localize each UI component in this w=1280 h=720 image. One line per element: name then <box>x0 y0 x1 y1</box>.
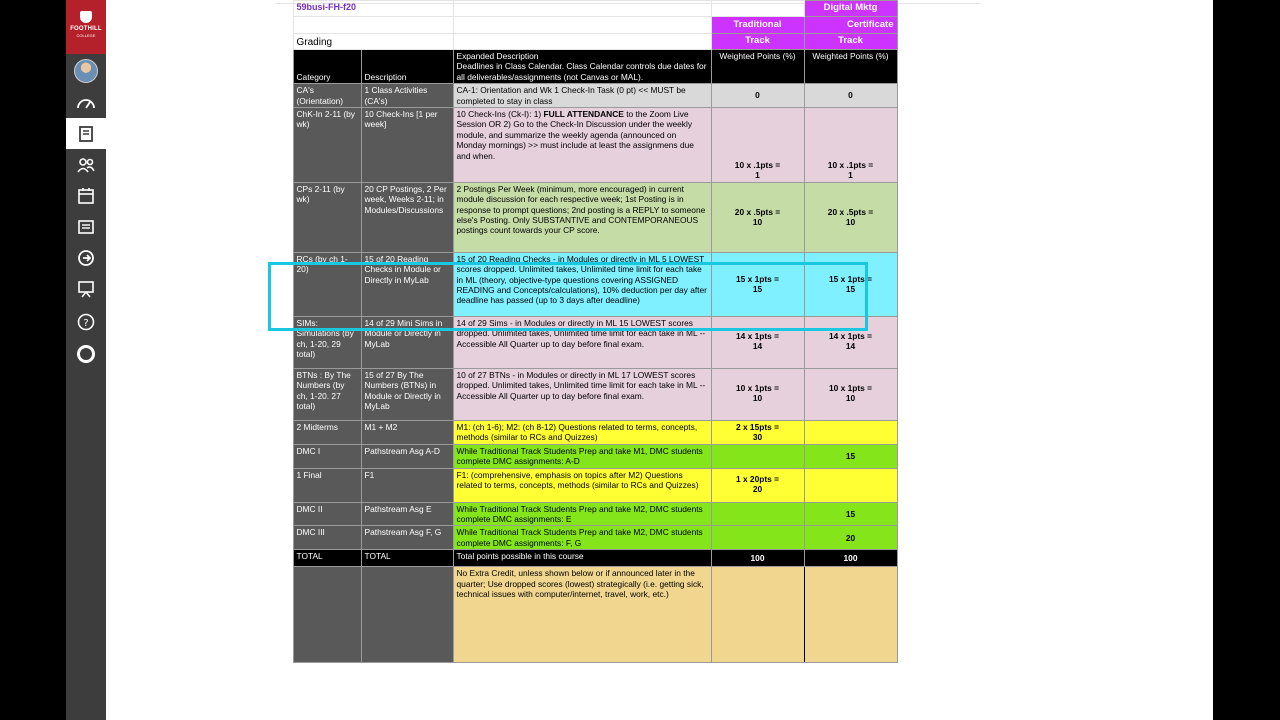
expanded-cell: No Extra Credit, unless shown below or if announced later in the quarter; Use dropped scores (lowest) strategically (i.e. getting sick, technical issues with computer/internet, travel, work, etc.) <box>453 567 711 663</box>
cert-points-cell <box>804 420 897 444</box>
book-icon <box>76 124 96 144</box>
sheet-title: 59busi-FH-f20 <box>293 1 453 17</box>
table-row-total <box>275 550 979 567</box>
cert-points-cell: 15 <box>804 502 897 526</box>
trad-points-cell: 2 x 15pts = 30 <box>711 420 804 444</box>
description-cell: 15 of 20 Reading Checks in Module or Directly in MyLab <box>361 252 453 316</box>
shield-icon <box>80 11 92 23</box>
cert-points-cell: 20 <box>804 526 897 550</box>
avatar <box>74 59 98 83</box>
category-cell: ChK-In 2-11 (by wk) <box>293 108 361 183</box>
video-letterbox-left <box>0 0 66 720</box>
trad-points-cell: 1 x 20pts = 20 <box>711 468 804 502</box>
trad-points-cell <box>711 567 804 663</box>
nav-calendar[interactable] <box>66 180 106 211</box>
description-cell: Pathstream Asg F, G <box>361 526 453 550</box>
table-row-highlighted <box>275 252 979 316</box>
table-row <box>275 468 979 502</box>
grading-label: Grading <box>293 34 453 50</box>
trad-points-cell <box>711 502 804 526</box>
table-row <box>275 316 979 368</box>
calendar-icon <box>76 186 96 206</box>
category-cell: DMC I <box>293 444 361 468</box>
description-cell: M1 + M2 <box>361 420 453 444</box>
category-cell: BTNs : By The Numbers (by ch, 1-20. 27 total) <box>293 368 361 420</box>
category-header: Category <box>293 50 361 84</box>
description-cell: Pathstream Asg E <box>361 502 453 526</box>
lifebuoy-icon <box>76 344 96 364</box>
weighted-points-header-trad: Weighted Points (%) <box>711 50 804 84</box>
trad-points-cell: 20 x .5pts = 10 <box>711 182 804 252</box>
cert-points-total: 100 <box>804 550 897 567</box>
description-header: Description <box>361 50 453 84</box>
table-row <box>275 420 979 444</box>
category-cell: 1 Final <box>293 468 361 502</box>
logo-subtext: COLLEGE <box>76 33 96 38</box>
nav-account[interactable] <box>66 55 106 86</box>
video-letterbox-right <box>1213 0 1280 720</box>
expanded-cell: Total points possible in this course <box>453 550 711 567</box>
traditional-header: Traditional <box>711 17 804 34</box>
category-cell: DMC II <box>293 502 361 526</box>
nav-help[interactable] <box>66 306 106 337</box>
table-row <box>275 182 979 252</box>
expanded-cell: CA-1: Orientation and Wk 1 Check-In Task (0 pt) << MUST be completed to stay in class <box>453 84 711 108</box>
cert-points-cell: 20 x .5pts = 10 <box>804 182 897 252</box>
table-row-notes <box>275 567 979 663</box>
table-row <box>275 84 979 108</box>
description-cell: 20 CP Postings, 2 Per week, Weeks 2-11; in Modules/Discussions <box>361 182 453 252</box>
category-cell: TOTAL <box>293 550 361 567</box>
speedometer-icon <box>76 94 96 114</box>
cert-points-cell: 10 x .1pts = 1 <box>804 108 897 183</box>
expanded-cell: 10 of 27 BTNs - in Modules or directly in ML 17 LOWEST scores dropped. Unlimited takes, Unlimited time limit for each take in ML -- Accessible All Quarter up to day before final exam. <box>453 368 711 420</box>
nav-tour[interactable] <box>66 338 106 369</box>
expanded-cell: While Traditional Track Students Prep and take M2, DMC students complete DMC assignments: F, G <box>453 526 711 550</box>
cert-points-cell: 14 x 1pts = 14 <box>804 316 897 368</box>
cert-points-cell <box>804 468 897 502</box>
expanded-cell: While Traditional Track Students Prep and take M1, DMC students complete DMC assignments: A-D <box>453 444 711 468</box>
category-cell <box>293 567 361 663</box>
category-cell: SIMs: Simulations (by ch, 1-20, 29 total) <box>293 316 361 368</box>
category-cell: CPs 2-11 (by wk) <box>293 182 361 252</box>
nav-courses[interactable] <box>66 118 106 149</box>
certificate-header: Certificate <box>804 17 897 34</box>
expanded-cell: 2 Postings Per Week (minimum, more encouraged) in current module discussion for each respective week; 1st Posting is in response to prompt questions; 2nd posting is a REPLY to someone else's Posting. Only SUBSTANTIVE and CONTEMPORANEOUS postings count towards your CP score. <box>453 182 711 252</box>
help-icon <box>76 312 96 332</box>
description-cell: Pathstream Asg A-D <box>361 444 453 468</box>
expanded-description-header: Expanded Description Deadlines in Class Calendar. Class Calendar controls due dates for all deliverables/assignments (not Canvas or MAL). <box>453 50 711 84</box>
expanded-cell: 15 of 20 Reading Checks - in Modules or directly in ML 5 LOWEST scores dropped. Unlimited takes, Unlimited time limit for each take in ML (theory, objective-type questions covering ASSIGNED READING and Concepts/calculations), 10% deduction per day after deadline has passed (up to 3 days after deadline) <box>453 252 711 316</box>
global-navigation <box>66 0 106 720</box>
expanded-cell: While Traditional Track Students Prep and take M2, DMC students complete DMC assignments: E <box>453 502 711 526</box>
expanded-cell: F1: (comprehensive, emphasis on topics after M2) Questions related to terms, concepts, methods (similar to RCs and Quizzes) <box>453 468 711 502</box>
expanded-cell: M1: (ch 1-6); M2: (ch 8-12) Questions related to terms, concepts, methods (similar to RCs and Quizzes) <box>453 420 711 444</box>
logo-text: FOOTHILL <box>70 26 102 32</box>
svg-text:?: ? <box>83 317 89 329</box>
category-cell: 2 Midterms <box>293 420 361 444</box>
table-row <box>275 108 979 183</box>
grading-spreadsheet <box>275 0 979 663</box>
trad-points-cell: 14 x 1pts = 14 <box>711 316 804 368</box>
trad-points-cell <box>711 444 804 468</box>
description-cell: 15 of 27 By The Numbers (BTNs) in Module or Directly in MyLab <box>361 368 453 420</box>
nav-commons[interactable] <box>66 242 106 273</box>
table-row <box>275 368 979 420</box>
cert-points-cell: 15 x 1pts = 15 <box>804 252 897 316</box>
certificate-track-header: Track <box>804 34 897 50</box>
weighted-points-header-cert: Weighted Points (%) <box>804 50 897 84</box>
category-cell: DMC III <box>293 526 361 550</box>
table-row <box>275 444 979 468</box>
category-cell: RCs (by ch 1-20) <box>293 252 361 316</box>
category-cell: CA's (Orientation) <box>293 84 361 108</box>
college-logo[interactable] <box>66 0 106 54</box>
trad-points-cell <box>711 526 804 550</box>
table-row <box>275 526 979 550</box>
presentation-icon <box>76 279 96 299</box>
expanded-cell: 14 of 29 Sims - in Modules or directly in ML 15 LOWEST scores dropped. Unlimited takes, Unlimited time limit for each take in ML -- Accessible All Quarter up to day before final exam. <box>453 316 711 368</box>
share-arrow-icon <box>76 248 96 268</box>
description-cell <box>361 567 453 663</box>
expanded-cell: 10 Check-Ins (Ck-I): 1) FULL ATTENDANCE to the Zoom Live Session OR 2) Go to the Check-In Discussion under the weekly module, and summarize the weekly agenda (announced on Monday mornings) >> must include at least the assignmens due and when. <box>453 108 711 183</box>
nav-groups[interactable] <box>66 149 106 180</box>
trad-points-total: 100 <box>711 550 804 567</box>
description-cell: TOTAL <box>361 550 453 567</box>
trad-points-cell: 0 <box>711 84 804 108</box>
description-cell: 1 Class Activities (CA's) <box>361 84 453 108</box>
description-cell: 14 of 29 Mini Sims in Module or Directly in MyLab <box>361 316 453 368</box>
description-cell: F1 <box>361 468 453 502</box>
cert-points-cell <box>804 567 897 663</box>
trad-points-cell: 15 x 1pts = 15 <box>711 252 804 316</box>
nav-inbox[interactable] <box>66 211 106 242</box>
digital-mktg-header: Digital Mktg <box>804 1 897 17</box>
cert-points-cell: 15 <box>804 444 897 468</box>
traditional-track-header: Track <box>711 34 804 50</box>
table-row <box>275 502 979 526</box>
nav-studio[interactable] <box>66 273 106 304</box>
cert-points-cell: 0 <box>804 84 897 108</box>
cert-points-cell: 10 x 1pts = 10 <box>804 368 897 420</box>
inbox-icon <box>76 217 96 237</box>
description-cell: 10 Check-Ins [1 per week] <box>361 108 453 183</box>
people-icon <box>76 155 96 175</box>
nav-dashboard[interactable] <box>66 88 106 119</box>
trad-points-cell: 10 x .1pts = 1 <box>711 108 804 183</box>
trad-points-cell: 10 x 1pts = 10 <box>711 368 804 420</box>
